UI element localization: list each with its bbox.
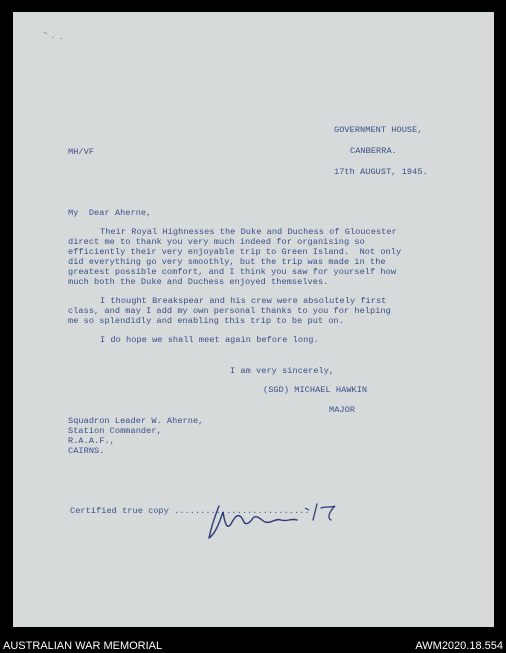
recipient-line-1: Squadron Leader W. Aherne,	[68, 416, 204, 426]
signatory-rank: MAJOR	[329, 405, 356, 415]
letter-page	[13, 12, 494, 627]
para1-line-6: much both the Duke and Duchess enjoyed themselves.	[68, 277, 329, 287]
recipient-line-4: CAIRNS.	[68, 446, 105, 456]
footer-institution: AUSTRALIAN WAR MEMORIAL	[3, 640, 163, 652]
closing: I am very sincerely,	[230, 366, 335, 376]
recipient-line-3: R.A.A.F.,	[68, 436, 115, 446]
para2-line-1: I thought Breakspear and his crew were absolutely first	[100, 296, 387, 306]
footer-accession-number: AWM2020.18.554	[415, 640, 503, 652]
para2-line-3: me so splendidly and enabling this trip to be put on.	[68, 316, 344, 326]
address-line-1: GOVERNMENT HOUSE,	[334, 125, 423, 135]
para1-line-3: efficiently their very enjoyable trip to Green Island. Not only	[68, 247, 402, 257]
para1-line-4: did everything go very smoothly, but the trip was made in the	[68, 257, 386, 267]
handwritten-signature	[201, 494, 351, 544]
salutation: My Dear Aherne,	[68, 208, 152, 218]
para1-line-5: greatest possible comfort, and I think you saw for yourself how	[68, 267, 397, 277]
signatory: (SGD) MICHAEL HAWKIN	[263, 385, 368, 395]
para3: I do hope we shall meet again before long.	[100, 335, 319, 345]
para1-line-1: Their Royal Highnesses the Duke and Duchess of Gloucester	[100, 227, 397, 237]
para1-line-2: direct me to thank you very much indeed for organising so	[68, 237, 365, 247]
reference-code: MH/VF	[68, 147, 95, 157]
recipient-line-2: Station Commander,	[68, 426, 162, 436]
archive-footer	[0, 628, 506, 653]
certified-line: Certified true copy ..........................	[70, 506, 310, 516]
para2-line-2: class, and may I add my own personal thanks to you for helping	[68, 306, 391, 316]
letter-date: 17th AUGUST, 1945.	[334, 167, 428, 177]
address-line-2: CANBERRA.	[350, 146, 397, 156]
margin-pencil-marks: ~ . -	[42, 28, 65, 44]
